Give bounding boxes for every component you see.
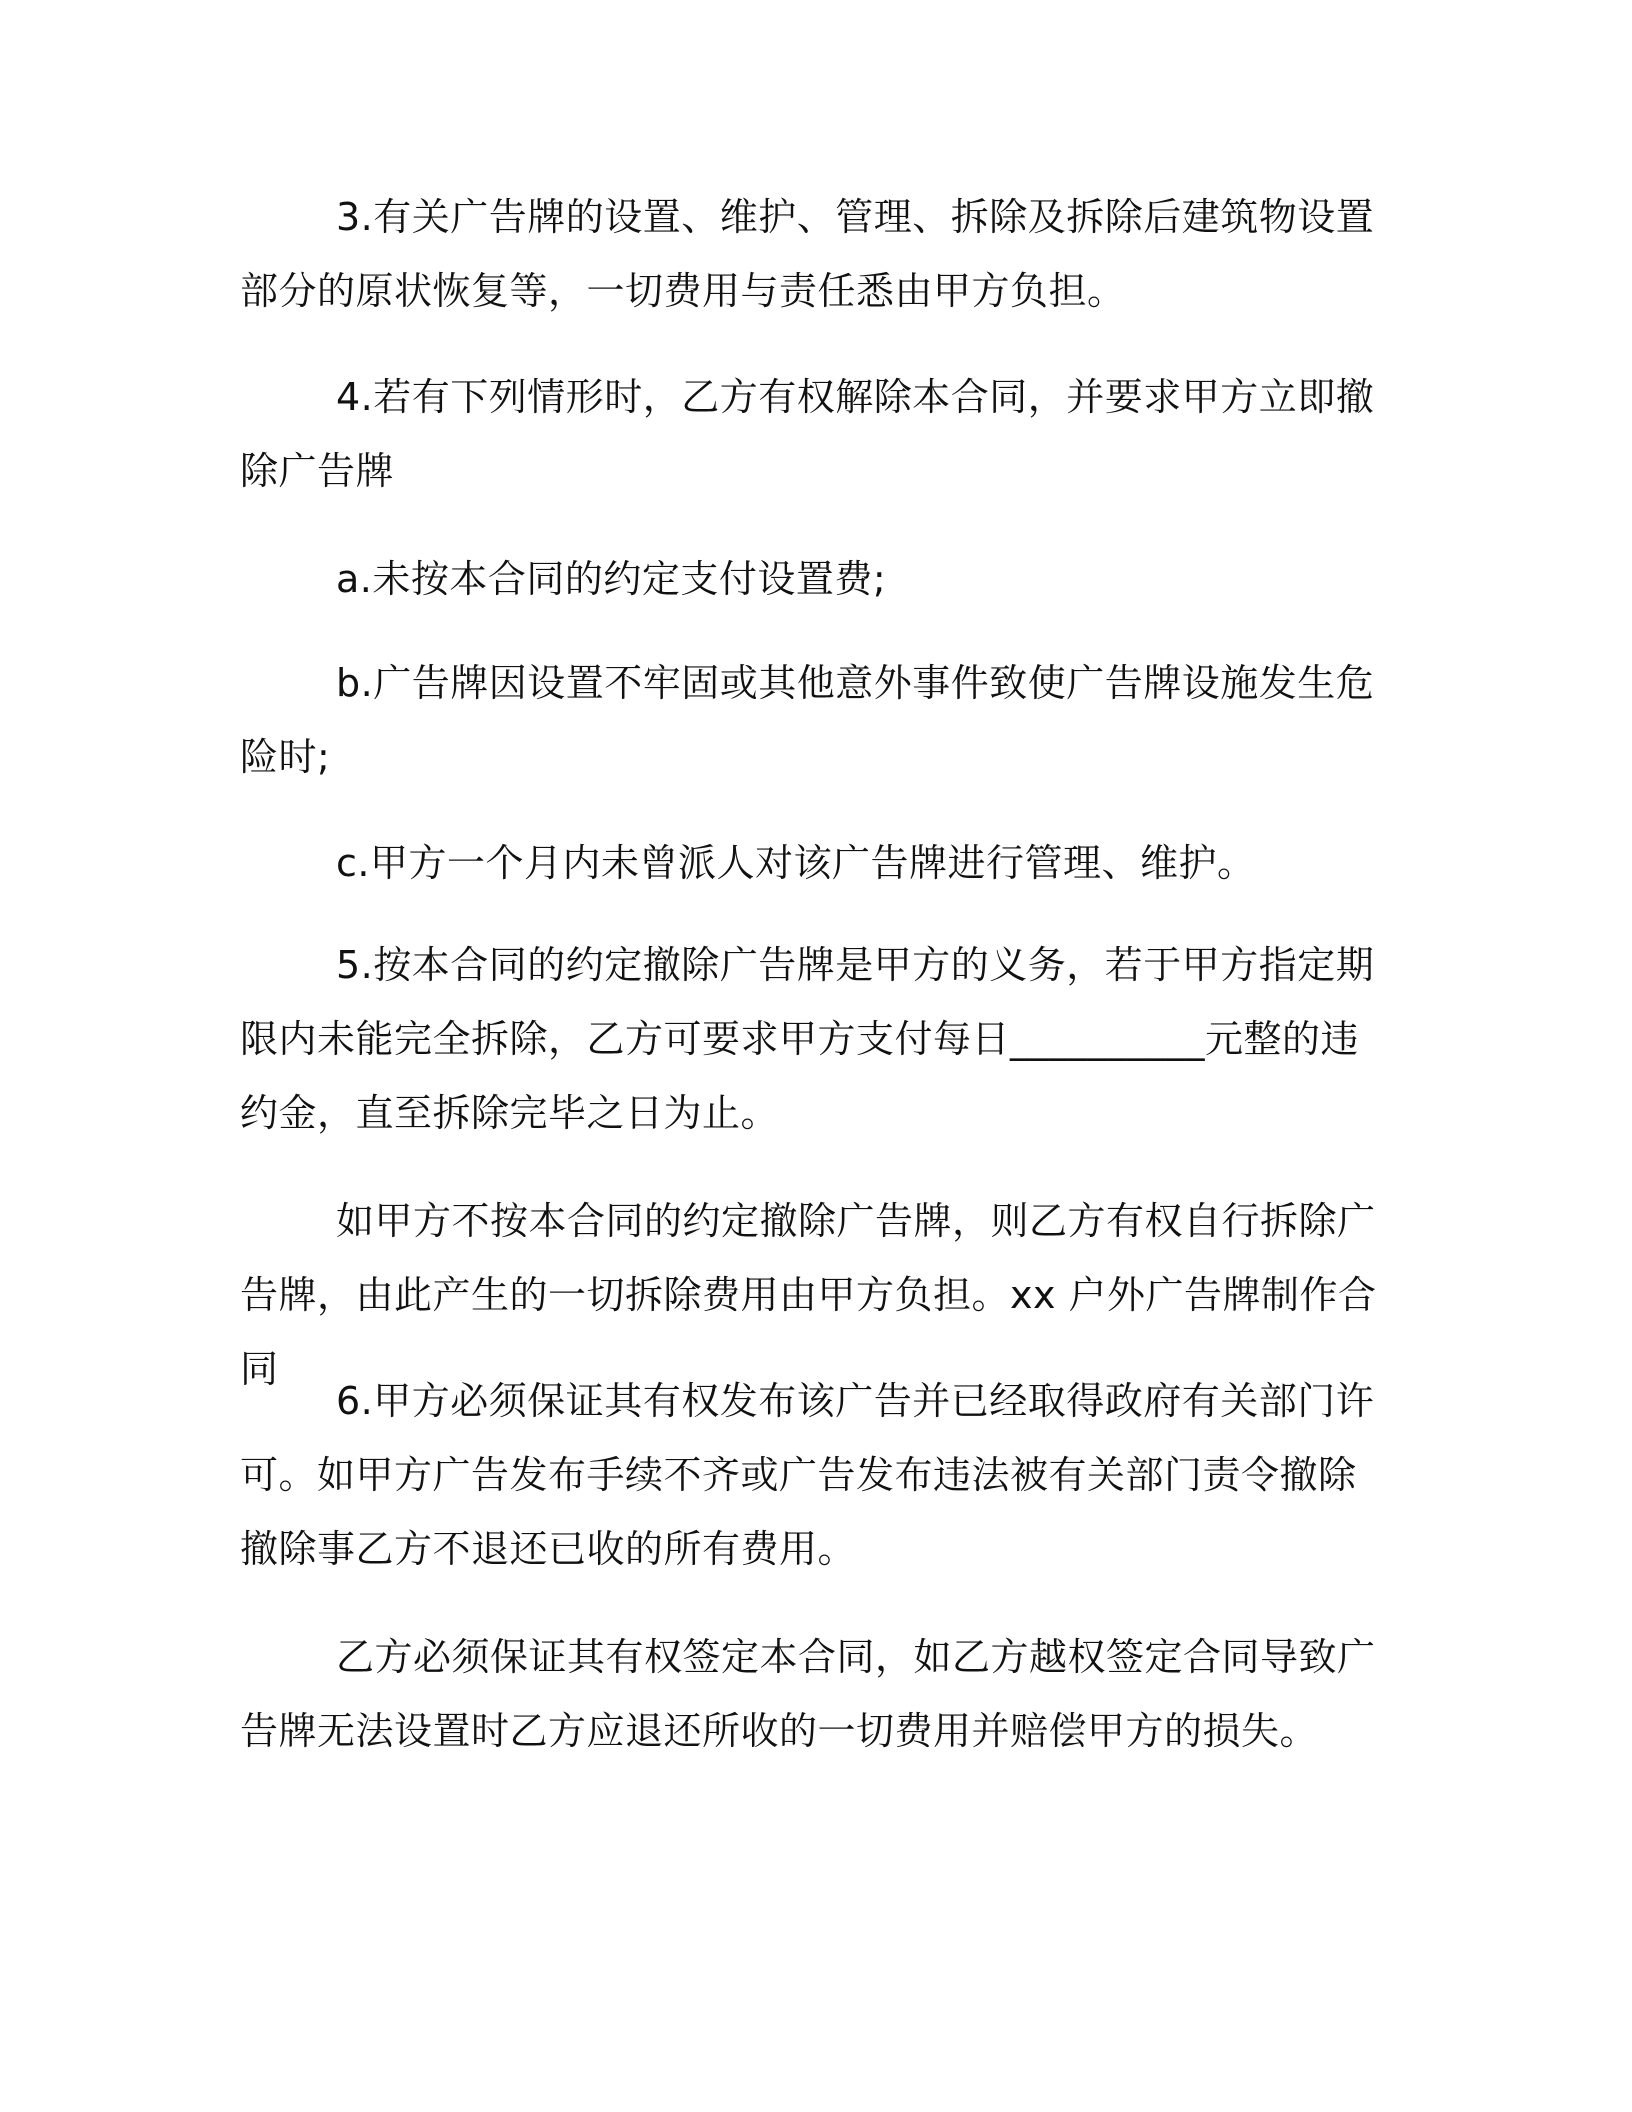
paragraph-4b: b.广告牌因设置不牢固或其他意外事件致使广告牌设施发生危险时; [240, 661, 1375, 779]
paragraph-6: 6.甲方必须保证其有权发布该广告并已经取得政府有关部门许可。如甲方广告发布手续不齐或广告发布违法被有关部门责令撤除撤除事乙方不退还已收的所有费用。 [240, 1379, 1375, 1571]
paragraph-4c: c.甲方一个月内未曾派人对该广告牌进行管理、维护。 [336, 841, 1256, 885]
paragraph-4: 4.若有下列情形时，乙方有权解除本合同，并要求甲方立即撤除广告牌 [240, 375, 1375, 493]
paragraph-3: 3.有关广告牌的设置、维护、管理、拆除及拆除后建筑物设置部分的原状恢复等，一切费用与责任悉由甲方负担。 [240, 195, 1375, 313]
paragraph-5: 5.按本合同的约定撤除广告牌是甲方的义务，若于甲方指定期限内未能完全拆除，乙方可要求甲方支付每日__________元整的违约金，直至拆除完毕之日为止。 [240, 943, 1375, 1135]
paragraph-6-supplement: 乙方必须保证其有权签定本合同，如乙方越权签定合同导致广告牌无法设置时乙方应退还所收的一切费用并赔偿甲方的损失。 [240, 1635, 1376, 1753]
paragraph-5-supplement: 如甲方不按本合同的约定撤除广告牌，则乙方有权自行拆除广告牌，由此产生的一切拆除费用由甲方负担。xx 户外广告牌制作合同 [240, 1199, 1377, 1391]
paragraph-4a: a.未按本合同的约定支付设置费; [336, 557, 887, 601]
